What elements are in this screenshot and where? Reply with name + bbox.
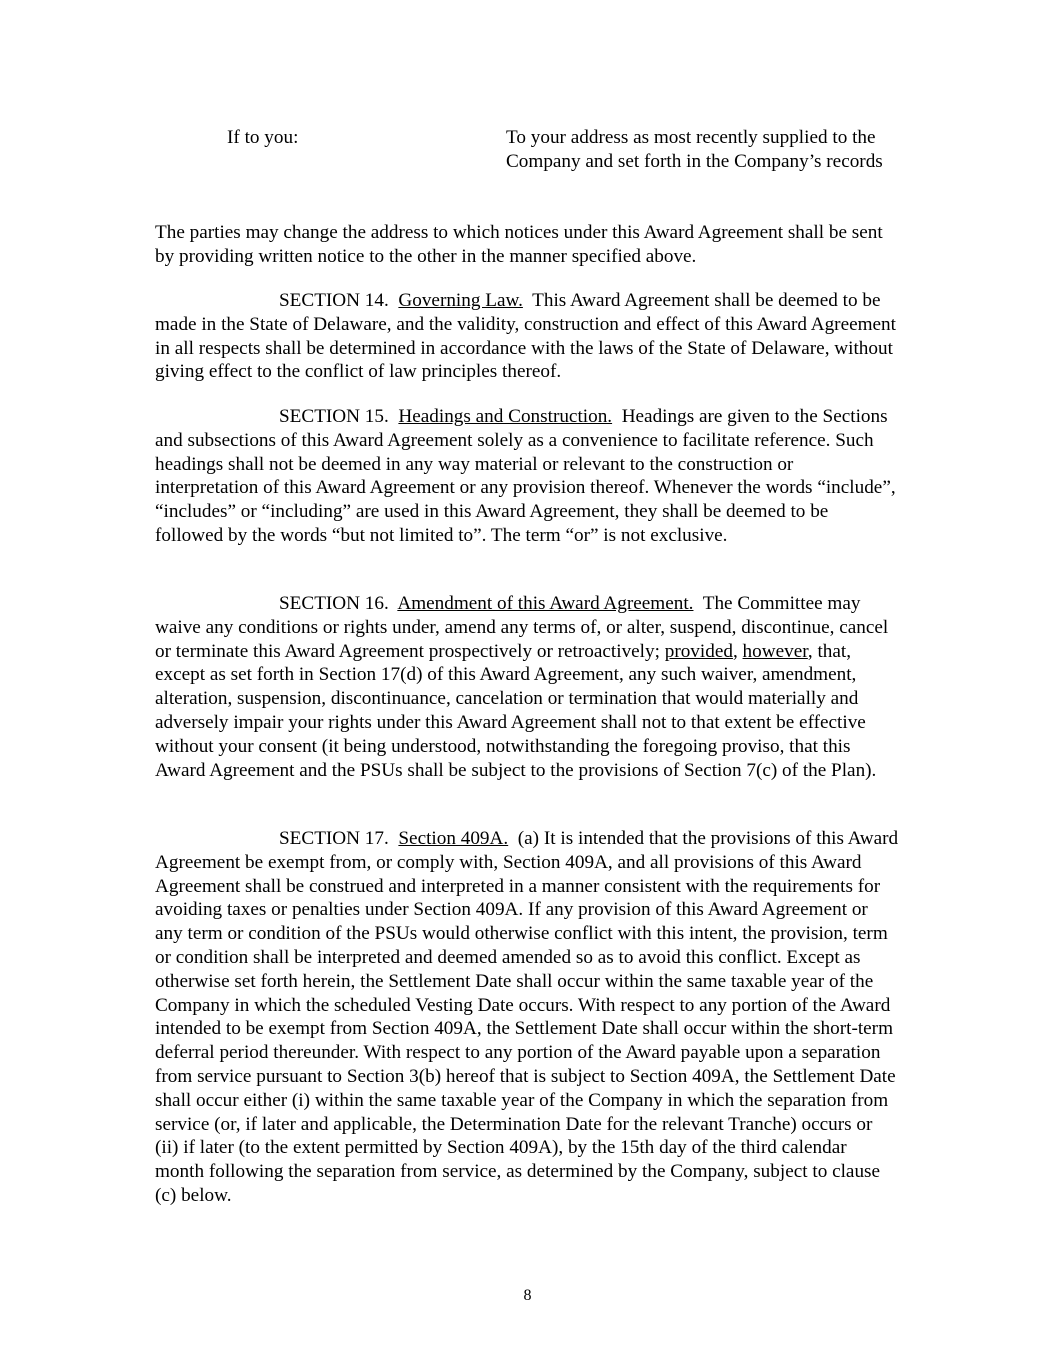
section-17-heading: Section 409A.: [398, 828, 509, 849]
section-15-heading: Headings and Construction.: [398, 406, 613, 427]
section-17-paragraph: [155, 827, 900, 1208]
section-16-provided: provided: [664, 640, 733, 662]
section-16-text-before: The Committee may waive any conditions or rights under, amend any terms of, or alter, suspend, discontinue, cancel or terminate this Award Agreement prospectively or retroactively;: [155, 593, 889, 662]
section-17-text: (a) It is intended that the provisions of this Award Agreement be exempt from, or comply with, Section 409A, and all provisions of this Award Agreement shall be construed and interpreted in a manner consistent with the requirements for avoiding taxes or penalties under Section 409A. If any provision of this Award Agreement or any term or condition of the PSUs would otherwise conflict with this intent, the provision, term or condition shall be interpreted and deemed amended so as to avoid this conflict. Except as otherwise set forth herein, the Settlement Date shall occur within the same taxable year of the Company in which the scheduled Vesting Date occurs. With respect to any portion of the Award intended to be exempt from Section 409A, the Settlement Date shall occur within the short-term deferral period thereunder. With respect to any portion of the Award payable upon a separation from service pursuant to Section 3(b) hereof that is subject to Section 409A, the Settlement Date shall occur either (i) within the same taxable year of the Company in which the separation from service (or, if later and applicable, the Determination Date for the relevant Tranche) occurs or (ii) if later (to the extent permitted by Section 409A), by the 15th day of the third calendar month following the separation from service, as determined by the Company, subject to clause (c) below.: [155, 828, 899, 1206]
section-15-text: Headings are given to the Sections and subsections of this Award Agreement solely as a convenience to facilitate reference. Such headings shall not be deemed in any way material or relevant to the construction or interpretation of this Award Agreement or any provision thereof. Whenever the words “include”, “includes” or “including” are used in this Award Agreement, they shall be deemed to be followed by the words “but not limited to”. The term “or” is not exclusive.: [155, 406, 896, 546]
section-16-paragraph: [155, 592, 900, 782]
section-16-text-after: , that, except as set forth in Section 17(d) of this Award Agreement, any such waiver, amendment, alteration, suspension, discontinuance, cancelation or termination that would materially and adversely impair your rights under this Award Agreement shall not to that extent be effective without your consent (it being understood, notwithstanding the foregoing proviso, that this Award Agreement and the PSUs shall be subject to the provisions of Section 7(c) of the Plan).: [155, 640, 877, 781]
notice-address-text: To your address as most recently supplied to the Company and set forth in the Company’s records: [506, 127, 883, 172]
section-14-number: SECTION 14.: [279, 290, 389, 311]
section-14-paragraph: [155, 289, 900, 384]
section-15-number: SECTION 15.: [279, 406, 389, 427]
page-number: 8: [523, 1287, 532, 1304]
section-16-comma: ,: [732, 640, 738, 662]
section-15-paragraph: [155, 405, 900, 548]
notice-label: If to you:: [227, 127, 299, 148]
section-16-however: however: [742, 640, 808, 662]
section-16-number: SECTION 16.: [279, 593, 389, 614]
section-14-heading: Governing Law.: [398, 290, 523, 311]
parties-paragraph: The parties may change the address to which notices under this Award Agreement shall be sent by providing written notice to the other in the manner specified above.: [155, 222, 883, 267]
section-16-heading: Amendment of this Award Agreement.: [397, 593, 694, 614]
section-14-text: This Award Agreement shall be deemed to be made in the State of Delaware, and the validity, construction and effect of this Award Agreement in all respects shall be determined in accordance with the laws of the State of Delaware, without giving effect to the conflict of law principles thereof.: [155, 290, 896, 383]
section-17-number: SECTION 17.: [279, 828, 389, 849]
